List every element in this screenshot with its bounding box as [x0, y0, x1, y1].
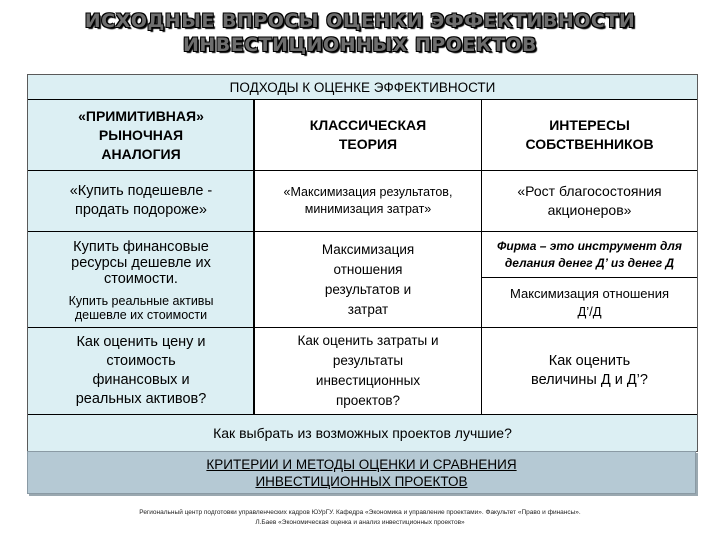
column-3-question	[482, 328, 697, 414]
column-1-motto	[28, 171, 254, 231]
column-3-motto-line: акционеров»	[547, 202, 632, 218]
footer-line-2: Л.Баев «Экономическая оценка и анализ инвестиционных проектов»	[255, 519, 465, 526]
column-3-detail-1	[482, 232, 697, 277]
column-3-heading-line: СОБСТВЕННИКОВ	[525, 136, 654, 152]
column-1-detail-line: Купить финансовые	[73, 239, 209, 255]
column-1-motto-line: «Купить подешевле -	[69, 183, 213, 199]
column-2-heading-line: ТЕОРИЯ	[338, 136, 398, 152]
page-title-line-2: ИНВЕСТИЦИОННЫХ ПРОЕКТОВ	[182, 34, 538, 56]
column-2-detail	[255, 232, 481, 327]
column-2-detail-line: отношения	[333, 261, 403, 277]
column-3-heading	[482, 100, 697, 170]
criteria-box	[27, 451, 696, 494]
column-2-detail-line: Максимизация	[321, 241, 415, 257]
criteria-line-1: КРИТЕРИИ И МЕТОДЫ ОЦЕНКИ И СРАВНЕНИЯ	[206, 456, 517, 472]
question-bar: Как выбрать из возможных проектов лучшие?	[28, 414, 697, 451]
column-3-motto	[482, 171, 697, 231]
column-1-heading-line: «ПРИМИТИВНАЯ»	[78, 107, 204, 124]
approaches-header: ПОДХОДЫ К ОЦЕНКЕ ЭФФЕКТИВНОСТИ	[28, 75, 697, 100]
column-3-detail-line: Д’/Д	[577, 303, 602, 319]
column-3-detail-2	[482, 278, 697, 327]
column-2-detail-line: затрат	[347, 301, 389, 317]
column-3-detail-line: Фирма – это инструмент для	[497, 238, 682, 253]
column-1-heading-line: РЫНОЧНАЯ	[98, 126, 184, 143]
column-1-heading-line: АНАЛОГИЯ	[101, 145, 181, 162]
column-1-detail-2	[28, 291, 254, 325]
approaches-panel	[27, 74, 698, 452]
column-1-detail-line: стоимости.	[104, 271, 178, 287]
column-1-detail-1	[28, 235, 254, 291]
column-2-motto-line: «Максимизация результатов,	[283, 185, 453, 199]
column-3-motto-line: «Рост благосостояния	[517, 183, 662, 199]
column-2-motto-line: минимизация затрат»	[304, 202, 432, 216]
column-2-question-line: проектов?	[335, 393, 401, 408]
column-2-question-line: результаты	[332, 353, 404, 368]
criteria-line-2: ИНВЕСТИЦИОННЫХ ПРОЕКТОВ	[255, 473, 468, 489]
column-3-detail-line: Максимизация отношения	[510, 285, 669, 301]
column-1-detail-line: дешевле их стоимости	[74, 308, 208, 322]
column-1-detail-line: ресурсы дешевле их	[71, 255, 211, 271]
column-2-question-line: инвестиционных	[315, 373, 421, 388]
column-1-question-line: реальных активов?	[75, 391, 207, 407]
column-3-heading-line: ИНТЕРЕСЫ	[549, 117, 630, 133]
column-3-detail-line: делания денег Д’ из денег Д	[504, 255, 675, 270]
column-2-motto	[255, 171, 481, 231]
column-1-heading	[28, 100, 254, 170]
column-1-question-line: Как оценить цену и	[76, 334, 206, 350]
column-1-detail-line: Купить реальные активы	[68, 294, 214, 308]
column-1-question	[28, 328, 254, 414]
column-1-motto-line: продать подороже»	[74, 202, 207, 218]
column-2-question-line: Как оценить затраты и	[297, 333, 439, 348]
footer-line-1: Региональный центр подготовки управленческих кадров ЮУрГУ. Кафедра «Экономика и управление проектами». Факультет «Право и финансы».	[139, 509, 581, 516]
column-1-question-line: финансовых и	[92, 372, 190, 388]
column-2-heading-line: КЛАССИЧЕСКАЯ	[309, 117, 427, 133]
column-2-heading	[255, 100, 481, 170]
column-2-question	[255, 328, 481, 414]
column-1-question-line: стоимость	[106, 353, 176, 369]
column-2-detail-line: результатов и	[324, 281, 412, 297]
column-3-question-line: Как оценить	[548, 353, 631, 369]
page-title-line-1: ИСХОДНЫЕ ВПРОСЫ ОЦЕНКИ ЭФФЕКТИВНОСТИ	[84, 10, 636, 32]
column-3-question-line: величины Д и Д’?	[531, 372, 648, 388]
